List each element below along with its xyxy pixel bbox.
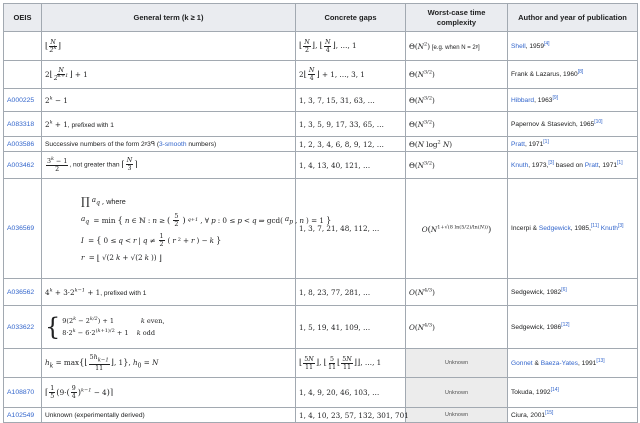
author-cell [508, 279, 638, 306]
author-link-2[interactable]: Knuth [600, 225, 618, 232]
table-row [4, 378, 638, 408]
author-link[interactable]: Knuth [511, 161, 529, 169]
reference-link[interactable]: [1] [543, 138, 549, 145]
author-link[interactable]: Sedgewick [538, 225, 571, 232]
table-row [4, 32, 638, 61]
table-row [4, 112, 638, 137]
gaps-text: 1, 2, 3, 4, 6, 8, 9, 12, … [299, 139, 384, 149]
author-link[interactable]: Hibbard [511, 96, 535, 104]
header-complexity[interactable]: Worst-case time complexity [406, 4, 508, 32]
concrete-gaps-cell [296, 137, 406, 152]
reference-link[interactable]: [6] [561, 286, 567, 293]
gaps-text: 1, 4, 13, 40, 121, … [299, 160, 371, 170]
table-row [4, 349, 638, 378]
author-cell [508, 306, 638, 349]
table-row [4, 179, 638, 279]
term-tail: , not greater than [69, 161, 120, 169]
oeis-cell [4, 306, 42, 349]
author-text: Ciura, 2001 [511, 411, 546, 419]
concrete-gaps-cell [296, 152, 406, 179]
oeis-cell [4, 89, 42, 112]
complexity-cell: $O(N^{4/3})$ [406, 306, 508, 349]
author-link-2[interactable]: Baeza-Yates [540, 359, 578, 367]
oeis-cell [4, 279, 42, 306]
general-term-cell: $\frac{3^k - 1}{2}$ , not greater than ⌈ $\frac{N}{3}$ ⌉ [42, 152, 296, 179]
general-term-cell [42, 179, 332, 279]
concrete-gaps-cell: ⌊ $\frac{N}{2}$ ⌋, ⌊ $\frac{N}{4}$ ⌋, …, 1 [296, 32, 406, 61]
concrete-gaps-cell [296, 279, 406, 306]
gaps-text: 1, 4, 9, 20, 46, 103, … [299, 388, 380, 397]
author-text: Incerpi & [511, 225, 539, 232]
complexity-cell: Unknown [406, 349, 508, 378]
complexity-cell: $\Theta(N^{3/2})$ [406, 61, 508, 89]
author-text: , 1959 [525, 42, 545, 50]
reference-link[interactable]: [3] [548, 159, 554, 166]
header-oeis[interactable]: OEIS [4, 4, 42, 32]
general-term-cell: $h_k$ = max{⌊ $\frac{5h_{k-1}}{11}$ ⌋, 1}, $h_0 = N$ [42, 349, 296, 378]
gaps-text: 1, 3, 7, 15, 31, 63, … [299, 95, 375, 105]
author-text: Sedgewick, 1986 [511, 323, 562, 331]
table-row [4, 89, 638, 112]
oeis-link[interactable]: A036569 [7, 225, 35, 232]
author-text: , 1973, [528, 161, 549, 169]
table-row [4, 137, 638, 152]
reference-link[interactable]: [9] [552, 94, 558, 101]
oeis-cell [4, 408, 42, 423]
reference-link[interactable]: [13] [596, 357, 605, 364]
general-term-cell [42, 306, 296, 349]
oeis-link[interactable]: A102549 [7, 411, 35, 419]
concrete-gaps-cell [296, 408, 409, 423]
oeis-cell [4, 32, 42, 61]
oeis-link[interactable]: A083318 [7, 120, 35, 128]
general-term-cell: ⌊ $\frac{N}{2^k}$ ⌋ [42, 32, 296, 61]
table-row [4, 152, 638, 179]
oeis-link[interactable]: A033622 [7, 323, 35, 331]
gap-sequences-table [3, 3, 638, 423]
oeis-link[interactable]: A108870 [7, 389, 35, 396]
author-cell [508, 137, 638, 152]
concrete-gaps-cell: ⌊ $\frac{5N}{11}$ ⌋, ⌊ $\frac{5}{11}$ ⌊ $\frac{5N}{11}$ ⌋⌋, …, 1 [296, 349, 406, 378]
reference-link[interactable]: [10] [594, 118, 603, 125]
author-cell [508, 112, 638, 137]
general-term-cell: $2^k - 1$ [42, 89, 296, 112]
author-text: Frank & Lazarus, 1960 [511, 71, 578, 78]
oeis-link[interactable]: A036562 [7, 288, 35, 296]
table-row [4, 61, 638, 89]
author-link-2[interactable]: Pratt [584, 161, 599, 169]
table-row [4, 279, 638, 306]
concrete-gaps-cell: 2⌊ $\frac{N}{4}$ ⌋ + 1, …, 3, 1 [296, 61, 406, 89]
reference-link[interactable]: [11] [590, 222, 599, 229]
general-term-cell: ⌈ $\frac{1}{5}$ (9·( $\frac{9}{4}$ )$^{k-1}$ − 4)⌉ [42, 378, 296, 408]
complexity-cell: $\Theta(N^2)$ [e.g. when N = 2ᵖ] [406, 32, 508, 61]
author-cell [508, 349, 638, 378]
reference-link[interactable]: [15] [545, 409, 554, 416]
gaps-text: 1, 5, 19, 41, 109, … [299, 322, 371, 332]
concrete-gaps-cell [296, 378, 406, 408]
complexity-cell: Unknown [406, 408, 508, 423]
author-cell [508, 61, 638, 89]
general-term-cell: $2^k + 1$, prefixed with 1 [42, 112, 296, 137]
reference-link[interactable]: [14] [550, 386, 559, 393]
oeis-cell [4, 152, 42, 179]
concrete-gaps-cell [296, 112, 406, 137]
piecewise-formula: { $9(2^k - 2^{k/2}) + 1$ k even, $8\cdot 2^k - 6\cdot 2^{(k+1)/2} + 1$ k odd [45, 313, 165, 341]
concrete-gaps-cell [296, 89, 406, 112]
reference-link-2[interactable]: [3] [617, 222, 624, 229]
gaps-text: 1, 4, 10, 23, 57, 132, 301, 701 [299, 410, 409, 420]
author-text: Tokuda, 1992 [511, 389, 551, 396]
author-tail-2: , 1971 [598, 161, 618, 169]
author-tail: , 1991 [577, 359, 597, 367]
table-row [4, 408, 638, 423]
complexity-cell: $O(N^{4/3})$ [406, 279, 508, 306]
author-text: & [532, 359, 541, 367]
complexity-cell: $O(N^{1+√(8 ln(5/2)/ln(N))})$ [406, 179, 508, 279]
author-text: , 1971 [524, 140, 544, 148]
complexity-cell: Unknown [406, 378, 508, 408]
author-link[interactable]: Gonnet [511, 359, 533, 367]
author-link[interactable]: Shell [511, 42, 526, 50]
author-text: , 1963 [534, 96, 553, 104]
author-cell [508, 378, 638, 408]
general-term-cell [42, 137, 296, 152]
reference-link[interactable]: [12] [561, 321, 570, 328]
author-cell [508, 32, 638, 61]
general-term-cell: 2⌊ $\frac{N}{2^{k+1}}$ ⌋ + 1 [42, 61, 296, 89]
author-link[interactable]: Pratt [511, 140, 525, 148]
complexity-cell: $\Theta(N^{3/2})$ [406, 89, 508, 112]
gap-sequences-table-container [3, 3, 638, 423]
concrete-gaps-cell [296, 306, 406, 349]
author-cell [508, 152, 638, 179]
complexity-note: [e.g. when N = 2ᵖ] [431, 44, 480, 51]
oeis-cell [4, 179, 42, 279]
author-tail: based on [553, 161, 585, 169]
oeis-cell [4, 112, 42, 137]
reference-link[interactable]: [4] [544, 40, 550, 47]
general-term-cell: Unknown (experimentally derived) [42, 408, 296, 423]
oeis-link[interactable]: A003586 [7, 140, 35, 148]
complexity-cell: $\Theta(N^{3/2})$ [406, 112, 508, 137]
table-row [4, 306, 638, 349]
concrete-gaps-cell [296, 179, 406, 279]
author-text: Sedgewick, 1982 [511, 288, 562, 296]
author-tail: , 1985, [570, 225, 591, 232]
gaps-text: 1, 8, 23, 77, 281, … [299, 287, 371, 297]
reference-link[interactable]: [8] [577, 68, 584, 75]
three-smooth-link[interactable]: 3-smooth [159, 141, 187, 148]
complexity-cell: $\Theta(N^{3/2})$ [406, 152, 508, 179]
author-cell [508, 408, 638, 423]
header-row [4, 4, 638, 32]
oeis-cell [4, 349, 42, 378]
term-text: Successive numbers of the form 2ᵖ3ᑫ ( [45, 141, 160, 148]
author-cell [508, 89, 638, 112]
author-text: Papernov & Stasevich, 1965 [511, 120, 595, 128]
oeis-link[interactable]: A003462 [7, 161, 35, 169]
term-tail: numbers) [186, 141, 217, 148]
oeis-cell [4, 61, 42, 89]
oeis-cell [4, 137, 42, 152]
complexity-cell: Θ(N $\log^2 N$) [406, 137, 508, 152]
general-term-formula: ∏ $a_q$ , where $a_q$ = min { n ∈ ℕ : n ≥ ( 5 2 ) q+1 , ∀ p : 0 ≤ p < q ⇒ gcd( $a_p$ , n ) = 1 } I = { 0 ≤ q < r | q ≠ 1 2 ( r 2 + r ) − k } r = ⌊ √(2 k + √(2 k )) ⌋ [81, 194, 332, 263]
gaps-text: 1, 3, 5, 9, 17, 33, 65, … [299, 119, 384, 129]
header-general-term[interactable]: General term (k ≥ 1) [42, 4, 296, 32]
author-cell [508, 179, 638, 279]
header-concrete-gaps[interactable]: Concrete gaps [296, 4, 406, 32]
oeis-cell [4, 378, 42, 408]
header-author[interactable]: Author and year of publication [508, 4, 638, 32]
oeis-link[interactable]: A000225 [7, 96, 35, 104]
general-term-cell: $4^k + 3\cdot 2^{k-1} + 1$, prefixed with 1 [42, 279, 296, 306]
gaps-text: 1, 3, 7, 21, 48, 112, … [299, 224, 380, 233]
reference-link-2[interactable]: [1] [617, 159, 623, 166]
